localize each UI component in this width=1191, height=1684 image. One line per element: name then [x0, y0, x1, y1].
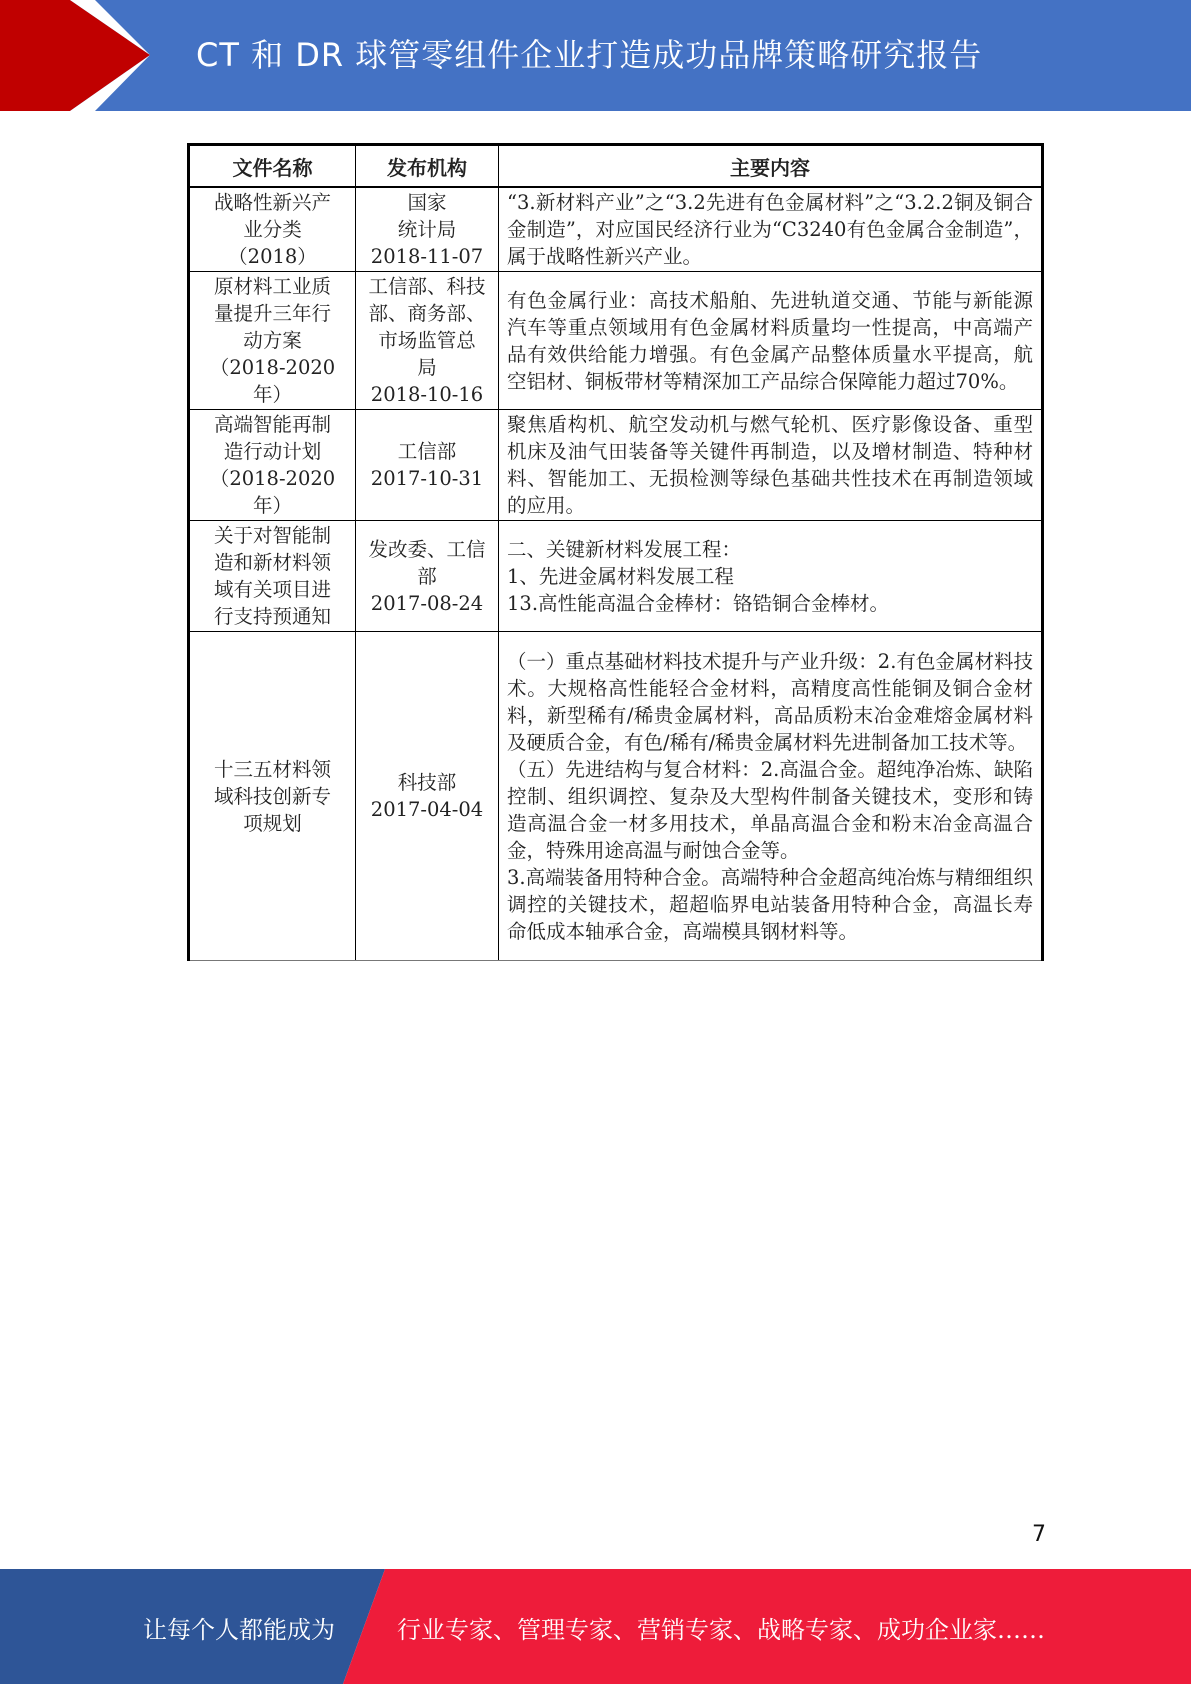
page-header	[0, 0, 1191, 111]
footer-slogan-right: 行业专家、管理专家、营销专家、战略专家、成功企业家……	[397, 1616, 1045, 1644]
table-row	[189, 410, 1043, 521]
header-title: CT 和 DR 球管零组件企业打造成功品牌策略研究报告	[196, 36, 983, 74]
footer-slogan-left: 让每个人都能成为	[143, 1616, 335, 1644]
table-row	[189, 187, 1043, 272]
page-footer	[0, 1569, 1191, 1684]
cell-main-content: “3.新材料产业”之“3.2先进有色金属材料”之“3.2.2铜及铜合金制造”，对应国民经济行业为“C3240有色金属合金制造”，属于战略性新兴产业。	[499, 187, 1043, 272]
cell-main-content: 二、关键新材料发展工程： 1、先进金属材料发展工程 13.高性能高温合金棒材：铬锆铜合金棒材。	[499, 521, 1043, 632]
cell-document-name: 战略性新兴产 业分类 （2018）	[189, 187, 356, 272]
policy-table	[187, 143, 1044, 961]
cell-issuing-org: 发改委、工信 部 2017-08-24	[356, 521, 499, 632]
cell-issuing-org: 国家 统计局 2018-11-07	[356, 187, 499, 272]
cell-issuing-org: 工信部 2017-10-31	[356, 410, 499, 521]
table-header-row	[189, 145, 1043, 188]
cell-document-name: 原材料工业质 量提升三年行 动方案 （2018-2020年）	[189, 272, 356, 410]
cell-document-name: 高端智能再制 造行动计划 （2018-2020年）	[189, 410, 356, 521]
cell-main-content: 有色金属行业：高技术船舶、先进轨道交通、节能与新能源汽车等重点领域用有色金属材料质量均一性提高，中高端产品有效供给能力增强。有色金属产品整体质量水平提高，航空铝材、铜板带材等精深加工产品综合保障能力超过70%。	[499, 272, 1043, 410]
table-row	[189, 521, 1043, 632]
column-header-content: 主要内容	[499, 145, 1043, 188]
cell-issuing-org: 工信部、科技 部、商务部、 市场监管总 局 2018-10-16	[356, 272, 499, 410]
cell-document-name: 十三五材料领 域科技创新专 项规划	[189, 632, 356, 961]
cell-document-name: 关于对智能制 造和新材料领 域有关项目进 行支持预通知	[189, 521, 356, 632]
page-number: 7	[1032, 1522, 1046, 1547]
table-row	[189, 272, 1043, 410]
cell-main-content: （一）重点基础材料技术提升与产业升级：2.有色金属材料技术。大规格高性能轻合金材料，高精度高性能铜及铜合金材料，新型稀有/稀贵金属材料，高品质粉末冶金难熔金属材料及硬质合金，有色/稀有/稀贵金属材料先进制备加工技术等。 （五）先进结构与复合材料：2.高温合金。超纯净冶炼、缺陷控制、组织调控、复杂及大型构件制备关键技术，变形和铸造高温合金一材多用技术，单晶高温合金和粉末冶金高温合金，特殊用途高温与耐蚀合金等。 3.高端装备用特种合金。高端特种合金超高纯冶炼与精细组织调控的关键技术，超超临界电站装备用特种合金，高温长寿命低成本轴承合金，高端模具钢材料等。	[499, 632, 1043, 961]
cell-issuing-org: 科技部 2017-04-04	[356, 632, 499, 961]
table-row	[189, 632, 1043, 961]
cell-main-content: 聚焦盾构机、航空发动机与燃气轮机、医疗影像设备、重型机床及油气田装备等关键件再制造，以及增材制造、特种材料、智能加工、无损检测等绿色基础共性技术在再制造领域的应用。	[499, 410, 1043, 521]
column-header-org: 发布机构	[356, 145, 499, 188]
column-header-name: 文件名称	[189, 145, 356, 188]
